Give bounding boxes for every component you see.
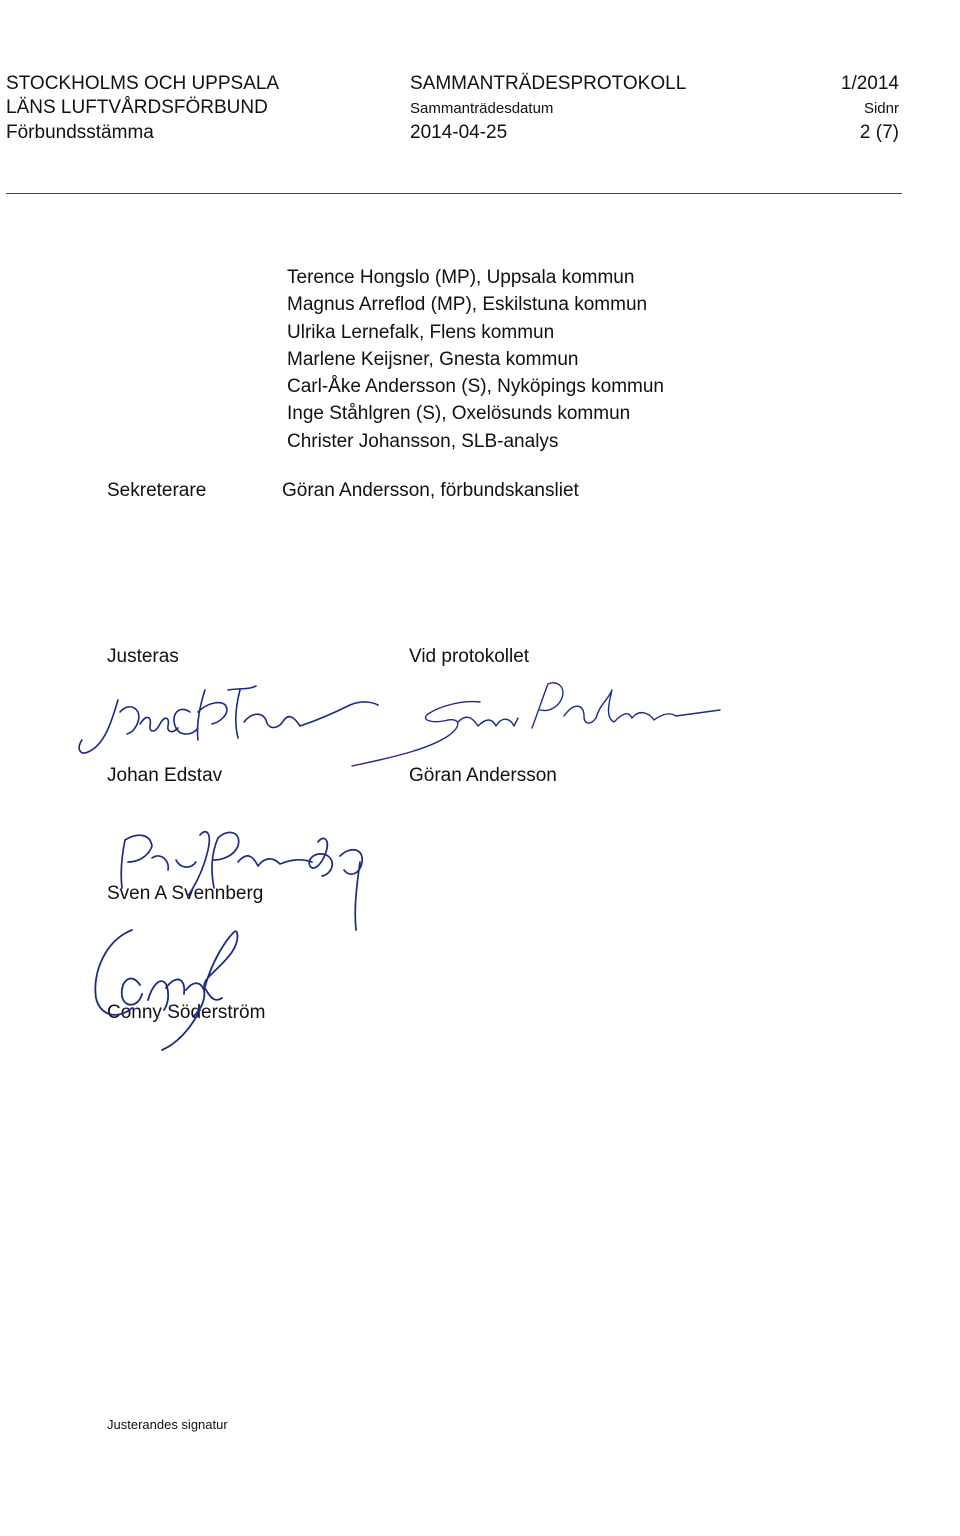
- signer-name-3: Sven A Svennberg: [107, 883, 264, 904]
- participant-list: [287, 264, 664, 455]
- signature-goran-andersson: [352, 683, 720, 766]
- header-divider: [6, 193, 902, 194]
- signature-conny-soderstrom: [95, 930, 237, 1050]
- org-name-line2: LÄNS LUFTVÅRDSFÖRBUND: [6, 97, 268, 118]
- org-name-line3: Förbundsstämma: [6, 122, 154, 143]
- participant-item: Carl-Åke Andersson (S), Nyköpings kommun: [287, 376, 664, 398]
- participant-item: Ulrika Lernefalk, Flens kommun: [287, 321, 555, 343]
- signer-name-4: Conny Söderström: [107, 1002, 266, 1023]
- meeting-date-label: Sammanträdesdatum: [410, 100, 554, 117]
- secretary-label: Sekreterare: [107, 480, 207, 501]
- footer-signature-label: Justerandes signatur: [107, 1417, 228, 1432]
- justeras-label: Justeras: [107, 646, 179, 667]
- participant-item: Marlene Keijsner, Gnesta kommun: [287, 348, 579, 370]
- participant-item: Inge Ståhlgren (S), Oxelösunds kommun: [287, 403, 631, 425]
- secretary-name: Göran Andersson, förbundskansliet: [282, 480, 579, 501]
- signer-name-2: Göran Andersson: [409, 765, 557, 786]
- page-number: 2 (7): [859, 122, 899, 143]
- page-number-label: Sidnr: [863, 100, 899, 117]
- document-type: SAMMANTRÄDESPROTOKOLL: [410, 73, 687, 94]
- signature-johan-edstav: [79, 686, 378, 753]
- vid-protokollet-label: Vid protokollet: [409, 646, 530, 667]
- signer-name-1: Johan Edstav: [107, 765, 223, 786]
- participant-item: Magnus Arreflod (MP), Eskilstuna kommun: [287, 294, 648, 316]
- participant-item: Terence Hongslo (MP), Uppsala kommun: [287, 267, 635, 288]
- org-name-line1: STOCKHOLMS OCH UPPSALA: [6, 73, 280, 94]
- document-number: 1/2014: [840, 73, 899, 94]
- meeting-date: 2014-04-25: [410, 122, 508, 143]
- participant-item: Christer Johansson, SLB-analys: [287, 430, 559, 452]
